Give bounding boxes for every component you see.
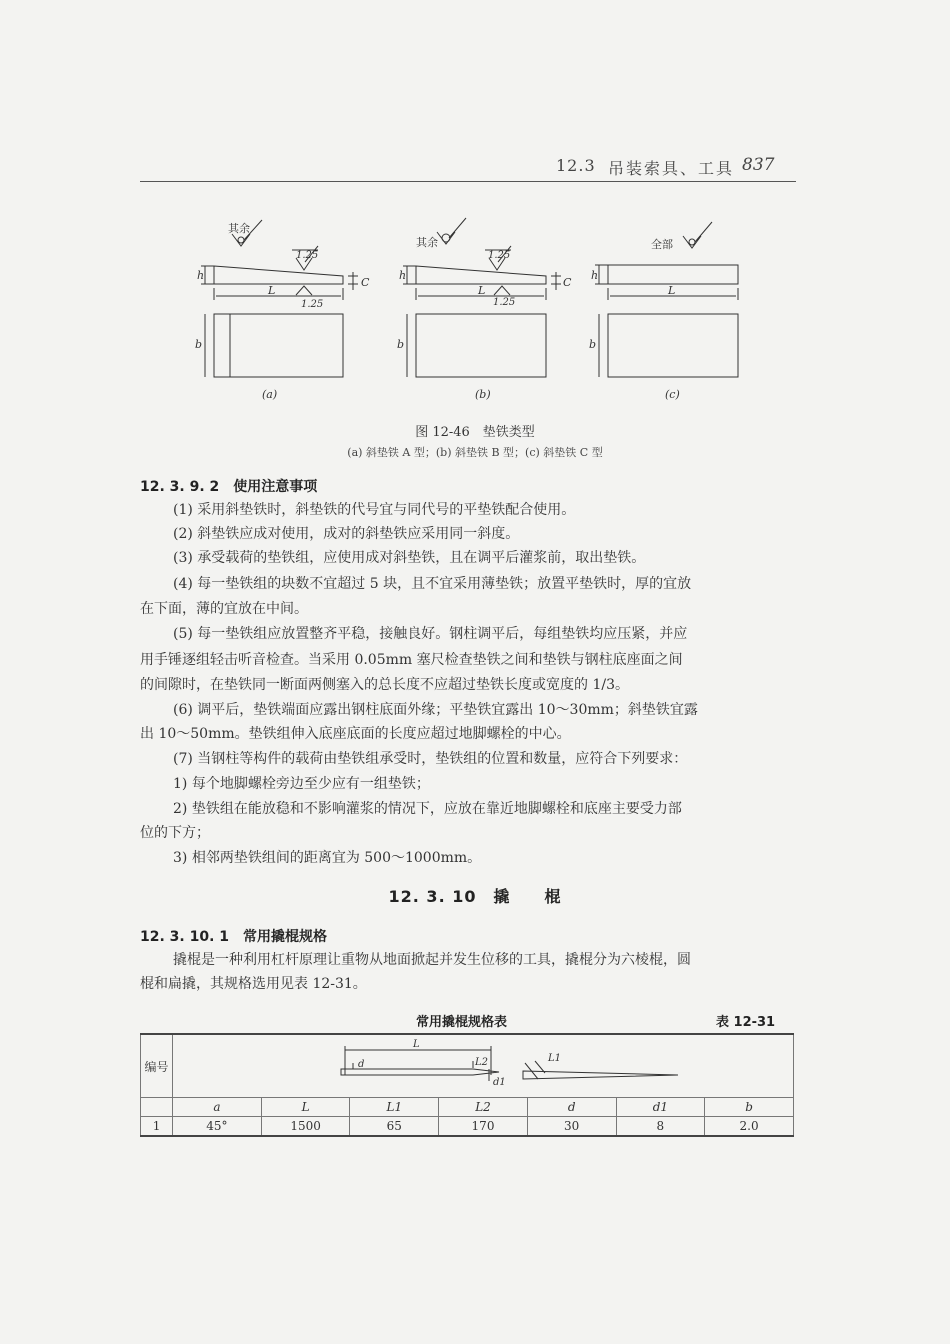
roughness-value-a-top: 1.25 — [296, 250, 319, 261]
dim-b-b: b — [397, 338, 405, 351]
dim-b-a: b — [195, 338, 203, 351]
section-heading-12-3-9-2: 12. 3. 9. 2 使用注意事项 — [140, 479, 318, 495]
table-cell: 65 — [350, 1117, 439, 1137]
row-header-cell — [141, 1098, 173, 1117]
list-item: (3) 承受载荷的垫铁组，应使用成对斜垫铁，且在调平后灌浆前，取出垫铁。 — [173, 550, 646, 566]
dim-L-b: L — [478, 284, 486, 297]
column-header: L — [261, 1098, 350, 1117]
list-item-continued: 出 10～50mm。垫铁组伸入底座底面的长度应超过地脚螺栓的中心。 — [140, 726, 571, 742]
roughness-note-a: 其余 — [228, 222, 250, 235]
list-item-continued: 位的下方； — [140, 825, 210, 841]
list-item: (5) 每一垫铁组应放置整齐平稳，接触良好。钢柱调平后，每组垫铁均应压紧，并应 — [173, 626, 688, 642]
page-number: 837 — [742, 155, 775, 175]
table-cell: 30 — [527, 1117, 616, 1137]
list-item: (2) 斜垫铁应成对使用，成对的斜垫铁应采用同一斜度。 — [173, 526, 520, 542]
list-item: (1) 采用斜垫铁时，斜垫铁的代号宜与同代号的平垫铁配合使用。 — [173, 502, 576, 518]
dim-L-c: L — [668, 284, 676, 297]
table-cell: 170 — [439, 1117, 528, 1137]
roughness-value-b-bottom: 1.25 — [493, 297, 516, 308]
panel-c-top-view — [608, 314, 738, 377]
paragraph-continued: 棍和扁撬，其规格选用见表 12-31。 — [140, 976, 367, 992]
panel-a-top-view — [214, 314, 343, 377]
panel-label-b: (b) — [475, 388, 491, 401]
figure-caption: 图 12-46 垫铁类型 — [415, 425, 535, 440]
list-item: (4) 每一垫铁组的块数不宜超过 5 块，且不宜采用薄垫铁；放置平垫铁时，厚的宜放 — [173, 576, 692, 592]
table-cell: 1500 — [261, 1117, 350, 1137]
roughness-value-b-top: 1.25 — [488, 250, 511, 261]
roughness-note-c: 全部 — [651, 238, 673, 251]
column-header: d1 — [616, 1098, 705, 1117]
crowbar-spec-table — [140, 1033, 794, 1137]
column-header: d — [527, 1098, 616, 1117]
figure-subcaption: (a) 斜垫铁 A 型；(b) 斜垫铁 B 型；(c) 斜垫铁 C 型 — [347, 446, 603, 459]
crowbar-diagram — [173, 1035, 785, 1097]
dim-h-a: h — [197, 269, 205, 282]
roughness-note-b: 其余 — [416, 236, 438, 249]
column-header: L1 — [350, 1098, 439, 1117]
section-heading-12-3-10-1: 12. 3. 10. 1 常用撬棍规格 — [140, 929, 328, 945]
diag-label-d: d — [358, 1059, 365, 1070]
dim-h-b: h — [399, 269, 407, 282]
dim-h-c: h — [591, 269, 599, 282]
dim-b-c: b — [589, 338, 597, 351]
list-item: 2) 垫铁组在能放稳和不影响灌浆的情况下，应放在靠近地脚螺栓和底座主要受力部 — [173, 801, 682, 817]
running-header-section: 12.3 — [556, 156, 596, 175]
diag-label-d1: d1 — [493, 1077, 506, 1088]
column-header: L2 — [439, 1098, 528, 1117]
dim-C-a: C — [361, 276, 370, 289]
dim-C-b: C — [563, 276, 572, 289]
panel-label-a: (a) — [262, 388, 278, 401]
list-item: (7) 当钢柱等构件的载荷由垫铁组承受时，垫铁组的位置和数量，应符合下列要求： — [173, 751, 688, 767]
panel-label-c: (c) — [665, 388, 680, 401]
running-header-title: 吊装索具、工具 — [608, 159, 735, 178]
section-heading-12-3-10: 12. 3. 10 撬 棍 — [388, 887, 562, 906]
table-cell: 8 — [616, 1117, 705, 1137]
diag-label-L1: L1 — [548, 1053, 562, 1064]
table-row — [141, 1117, 794, 1137]
list-item: (6) 调平后，垫铁端面应露出钢柱底面外缘；平垫铁宜露出 10～30mm；斜垫铁宜露 — [173, 702, 698, 718]
list-item-continued: 在下面，薄的宜放在中间。 — [140, 601, 308, 617]
list-item: 3) 相邻两垫铁组间的距离宜为 500～1000mm。 — [173, 850, 482, 866]
panel-a-side-view — [201, 220, 358, 300]
crowbar-diagram-cell — [173, 1034, 794, 1098]
table-title: 常用撬棍规格表 — [416, 1015, 508, 1030]
panel-c-side-view — [595, 222, 738, 300]
table-number: 表 12-31 — [716, 1015, 776, 1030]
row-header-cell: 编号 — [141, 1034, 173, 1098]
table-cell: 1 — [141, 1117, 173, 1137]
table-cell: 2.0 — [705, 1117, 794, 1137]
shim-types-figure — [0, 0, 950, 420]
column-header: a — [173, 1098, 262, 1117]
list-item: 1) 每个地脚螺栓旁边至少应有一组垫铁； — [173, 776, 430, 792]
diag-label-L2: L2 — [475, 1057, 489, 1068]
dim-L-a: L — [268, 284, 276, 297]
table-cell: 45° — [173, 1117, 262, 1137]
column-header: b — [705, 1098, 794, 1117]
diag-label-L: L — [413, 1039, 420, 1050]
list-item-continued: 的间隙时，在垫铁同一断面两侧塞入的总长度不应超过垫铁长度或宽度的 1/3。 — [140, 677, 629, 693]
list-item-continued: 用手锤逐组轻击听音检查。当采用 0.05mm 塞尺检查垫铁之间和垫铁与钢柱底座面之间 — [140, 652, 683, 668]
panel-b-top-view — [416, 314, 546, 377]
paragraph: 撬棍是一种利用杠杆原理让重物从地面掀起并发生位移的工具，撬棍分为六棱棍，圆 — [173, 952, 691, 968]
roughness-value-a-bottom: 1.25 — [301, 299, 324, 310]
